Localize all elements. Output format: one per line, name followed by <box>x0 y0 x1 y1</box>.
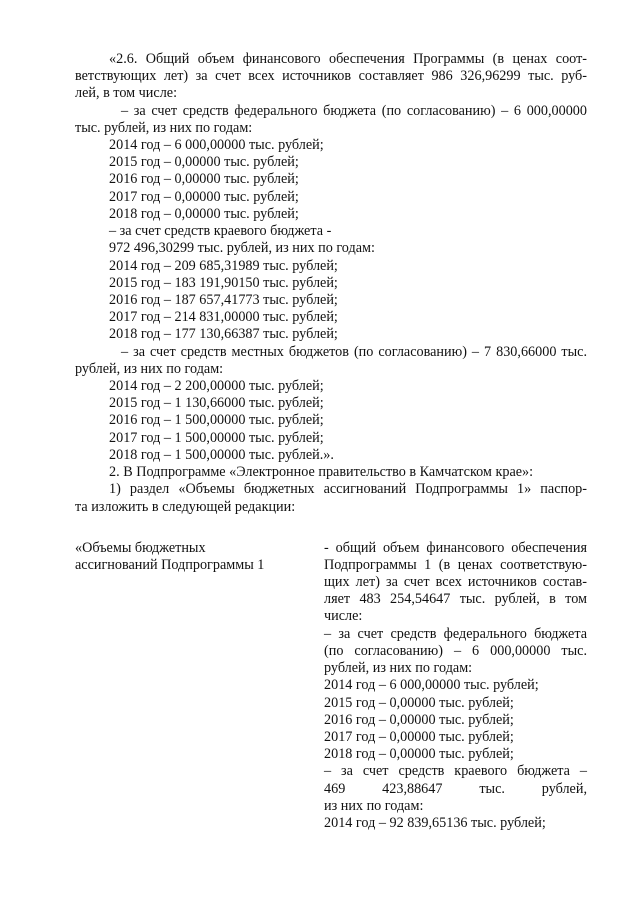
table-right-intro-5: числе: <box>324 608 363 624</box>
table-right-regional-1: – за счет средств краевого бюджета – <box>324 763 587 779</box>
regional-year-2017: 2017 год – 214 831,00000 тыс. рублей; <box>109 309 338 325</box>
table-right-intro-2: Подпрограммы 1 (в ценах соответствую- <box>324 557 587 573</box>
regional-year-2014: 2014 год – 209 685,31989 тыс. рублей; <box>109 258 338 274</box>
local-line-2: рублей, из них по годам: <box>75 361 224 377</box>
table-right-federal-2016: 2016 год – 0,00000 тыс. рублей; <box>324 712 514 728</box>
para-2-6-line-2: ветствующих лет) за счет всех источников составляет 986 326,96299 тыс. руб- <box>75 68 587 84</box>
table-right-intro-4: ляет 483 254,54647 тыс. рублей, в том <box>324 591 587 607</box>
federal-year-2016: 2016 год – 0,00000 тыс. рублей; <box>109 171 299 187</box>
local-year-2016: 2016 год – 1 500,00000 тыс. рублей; <box>109 412 324 428</box>
table-right-federal-1: – за счет средств федерального бюджета <box>324 626 587 642</box>
federal-line-1: – за счет средств федерального бюджета (по согласованию) – 6 000,00000 <box>121 103 587 119</box>
federal-year-2014: 2014 год – 6 000,00000 тыс. рублей; <box>109 137 324 153</box>
table-right-federal-2018: 2018 год – 0,00000 тыс. рублей; <box>324 746 514 762</box>
table-right-federal-2015: 2015 год – 0,00000 тыс. рублей; <box>324 695 514 711</box>
para-2-6-line-3: лей, в том числе: <box>75 85 178 101</box>
table-right-federal-2017: 2017 год – 0,00000 тыс. рублей; <box>324 729 514 745</box>
table-left-line-1: «Объемы бюджетных <box>75 540 206 556</box>
local-year-2018: 2018 год – 1 500,00000 тыс. рублей.». <box>109 447 334 463</box>
federal-year-2017: 2017 год – 0,00000 тыс. рублей; <box>109 189 299 205</box>
table-right-regional-3: из них по годам: <box>324 798 424 814</box>
item-2-1-line-1: 1) раздел «Объемы бюджетных ассигнований Подпрограммы 1» паспор- <box>109 481 587 497</box>
federal-year-2015: 2015 год – 0,00000 тыс. рублей; <box>109 154 299 170</box>
federal-line-2: тыс. рублей, из них по годам: <box>75 120 253 136</box>
table-left-line-2: ассигнований Подпрограммы 1 <box>75 557 265 573</box>
table-right-federal-2: (по согласованию) – 6 000,00000 тыс. <box>324 643 587 659</box>
local-line-1: – за счет средств местных бюджетов (по согласованию) – 7 830,66000 тыс. <box>121 344 587 360</box>
item-2-heading: 2. В Подпрограмме «Электронное правительство в Камчатском крае»: <box>109 464 534 480</box>
federal-year-2018: 2018 год – 0,00000 тыс. рублей; <box>109 206 299 222</box>
regional-line-1: – за счет средств краевого бюджета - <box>109 223 332 239</box>
table-right-regional-2014: 2014 год – 92 839,65136 тыс. рублей; <box>324 815 546 831</box>
para-2-6-line-1: «2.6. Общий объем финансового обеспечения Программы (в ценах соот- <box>109 51 587 67</box>
regional-line-2: 972 496,30299 тыс. рублей, из них по годам: <box>109 240 375 256</box>
local-year-2014: 2014 год – 2 200,00000 тыс. рублей; <box>109 378 324 394</box>
table-right-regional-2: 469 423,88647 тыс. рублей, <box>324 781 587 797</box>
regional-year-2018: 2018 год – 177 130,66387 тыс. рублей; <box>109 326 338 342</box>
table-right-intro-1: - общий объем финансового обеспечения <box>324 540 587 556</box>
regional-year-2016: 2016 год – 187 657,41773 тыс. рублей; <box>109 292 338 308</box>
local-year-2015: 2015 год – 1 130,66000 тыс. рублей; <box>109 395 324 411</box>
regional-year-2015: 2015 год – 183 191,90150 тыс. рублей; <box>109 275 338 291</box>
table-right-federal-3: рублей, из них по годам: <box>324 660 473 676</box>
table-right-federal-2014: 2014 год – 6 000,00000 тыс. рублей; <box>324 677 539 693</box>
table-right-intro-3: щих лет) за счет всех источников состав- <box>324 574 587 590</box>
item-2-1-line-2: та изложить в следующей редакции: <box>75 499 296 515</box>
local-year-2017: 2017 год – 1 500,00000 тыс. рублей; <box>109 430 324 446</box>
